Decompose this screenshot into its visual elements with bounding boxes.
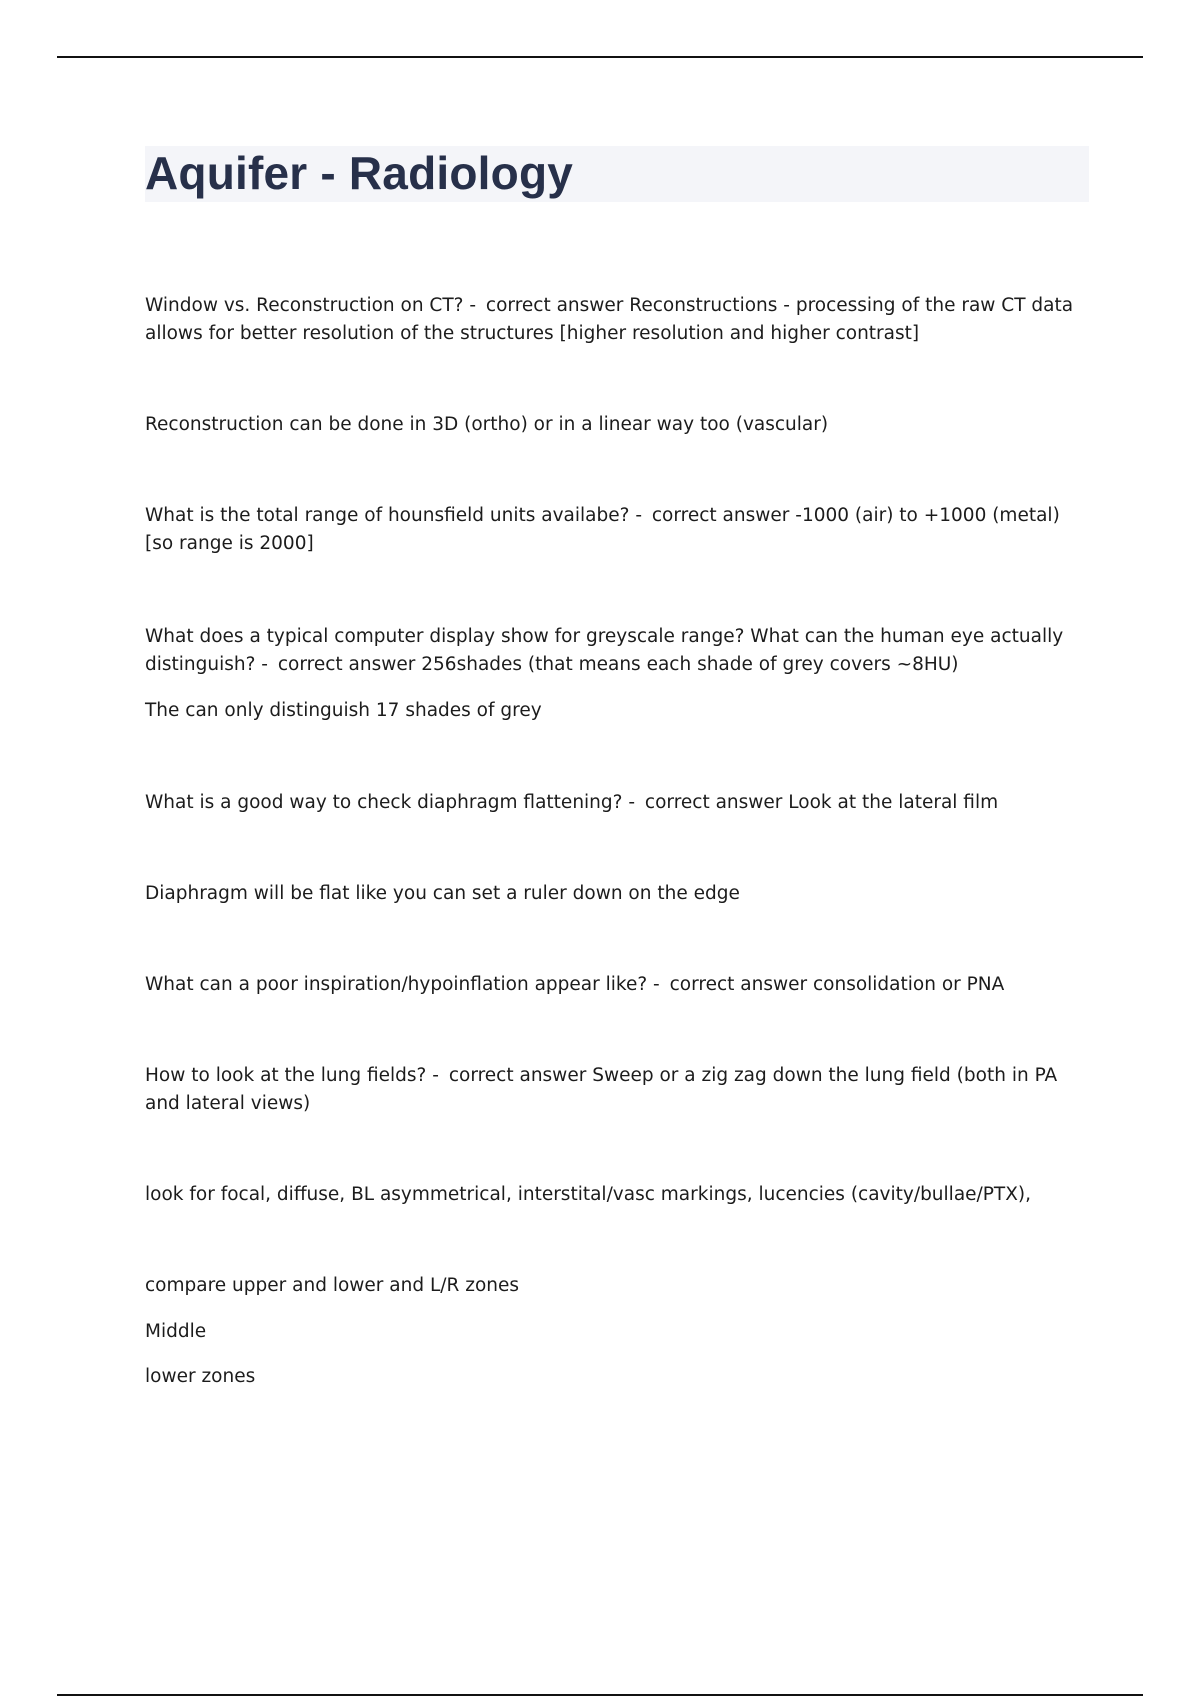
answer-marker: correct answer	[448, 1065, 587, 1086]
note-text: look for focal, diffuse, BL asymmetrical, interstital/vasc markings, lucencies (cavity/bullae/PTX),	[145, 1184, 1031, 1205]
qa-entry	[145, 623, 1085, 679]
note-text: Reconstruction can be done in 3D (ortho) or in a linear way too (vascular)	[145, 414, 829, 435]
qa-entry	[145, 1062, 1085, 1118]
note-text: The can only distinguish 17 shades of grey	[145, 700, 542, 721]
answer-text: 256shades (that means each shade of grey covers ~8HU)	[421, 654, 959, 675]
note-text: Diaphragm will be flat like you can set a ruler down on the edge	[145, 883, 740, 904]
answer-marker: correct answer	[651, 505, 790, 526]
answer-marker: correct answer	[485, 295, 624, 316]
note-text: compare upper and lower and L/R zones	[145, 1275, 520, 1296]
answer-marker: correct answer	[669, 974, 808, 995]
question-text: Window vs. Reconstruction on CT? -	[145, 295, 477, 316]
qa-entry	[145, 971, 1085, 999]
question-text: What can a poor inspiration/hypoinflation appear like? -	[145, 974, 660, 995]
top-rule	[57, 56, 1143, 58]
answer-text: -1000 (air) to +1000 (metal) [so range is 2000]	[145, 505, 1060, 554]
answer-text: Sweep or a zig zag down the lung field (both in PA and lateral views)	[145, 1065, 1058, 1114]
question-text: What is the total range of hounsfield units availabe? -	[145, 505, 642, 526]
answer-marker: correct answer	[644, 792, 783, 813]
qa-entry	[145, 292, 1085, 348]
answer-text: consolidation or PNA	[812, 974, 1005, 995]
answer-marker: correct answer	[277, 654, 416, 675]
document-title: Aquifer - Radiology	[145, 147, 574, 199]
bottom-rule	[57, 1694, 1143, 1696]
question-text: How to look at the lung fields? -	[145, 1065, 439, 1086]
qa-entry	[145, 502, 1085, 558]
answer-text: Look at the lateral film	[788, 792, 999, 813]
note-text: lower zones	[145, 1366, 256, 1387]
answer-text: Reconstructions - processing of the raw CT data allows for better resolution of the structures [higher resolution and higher contrast]	[145, 295, 1074, 344]
note-text: Middle	[145, 1321, 207, 1342]
qa-entry	[145, 789, 1085, 817]
question-text: What is a good way to check diaphragm flattening? -	[145, 792, 636, 813]
question-text: What does a typical computer display show for greyscale range? What can the human eye actually distinguish? -	[145, 626, 1064, 675]
